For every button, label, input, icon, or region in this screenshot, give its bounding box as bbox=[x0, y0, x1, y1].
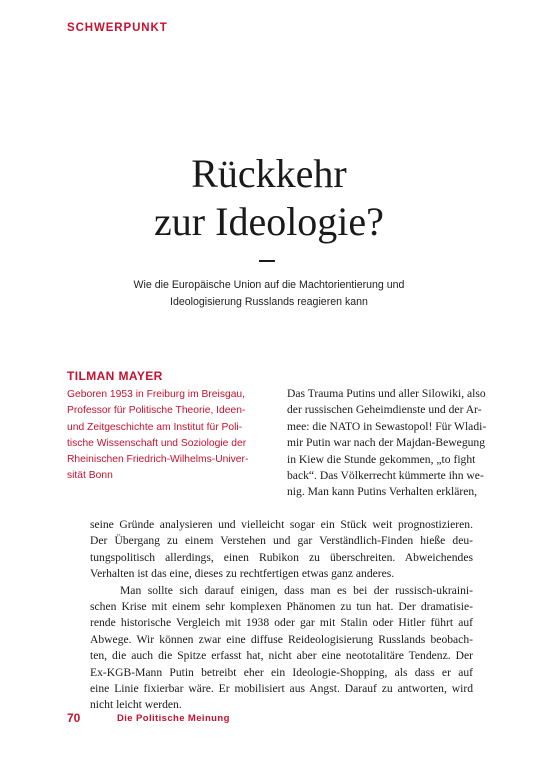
body-line: tungspolitisch allerdings, einen Rubikon zu überschreiten. Abweichendes bbox=[90, 550, 473, 564]
body-line: nig. Man kann Putins Verhalten erklären, bbox=[287, 485, 478, 499]
article-title bbox=[0, 150, 538, 246]
author-bio-line: tische Wissenschaft und Soziologie der bbox=[67, 437, 247, 449]
author-bio-line: Professor für Politische Theorie, Ideen- bbox=[67, 405, 246, 417]
body-line: Das Trauma Putins und aller Silowiki, also bbox=[287, 387, 486, 400]
body-line: Ex-KGB-Mann Putin betreibt eher ein Ideologie-Shopping, als dass er auf bbox=[90, 665, 473, 679]
article-subtitle bbox=[100, 277, 438, 311]
body-line: rende historische Vergleich mit 1938 oder gar mit Stalin oder Hitler führt auf bbox=[90, 616, 473, 630]
author-bio bbox=[67, 387, 267, 485]
author-bio-line: Rheinischen Friedrich-Wilhelms-Univer- bbox=[67, 454, 249, 466]
body-line: Abwege. Wir können zwar eine diffuse Reideologisierung Russlands beobach- bbox=[90, 632, 473, 646]
page-number: 70 bbox=[67, 711, 81, 725]
article-body bbox=[90, 517, 473, 714]
body-line: Verhalten ist das eine, dieses zu rechtfertigen etwas ganz anderes. bbox=[90, 567, 395, 581]
body-line: mee: die NATO in Sewastopol! Für Wladi- bbox=[287, 419, 487, 433]
title-line: zur Ideologie? bbox=[154, 199, 384, 244]
body-line: seine Gründe analysieren und vielleicht sogar ein Stück weit prognostizieren. bbox=[90, 518, 473, 531]
body-line: schen Krise mit einem sehr komplexen Phänomen zu tun hat. Der dramatisie- bbox=[90, 600, 473, 614]
body-line: ten, die auch die Spitze erfasst hat, nicht aber eine neototalitäre Tendenz. Der bbox=[90, 649, 473, 663]
publication-name: Die Politische Meinung bbox=[117, 713, 230, 724]
author-bio-line: und Zeitgeschichte am Institut für Poli- bbox=[67, 421, 243, 433]
subtitle-line: Wie die Europäische Union auf die Machtorientierung und bbox=[133, 279, 405, 291]
body-line: mir Putin war nach der Majdan-Bewegung bbox=[287, 436, 486, 450]
author-name: TILMAN MAYER bbox=[67, 369, 163, 383]
article-body-column bbox=[287, 386, 487, 501]
section-label: SCHWERPUNKT bbox=[67, 22, 168, 34]
body-line: Man sollte sich darauf einigen, dass man es bei der russisch-ukraini- bbox=[120, 583, 473, 597]
author-bio-line: sität Bonn bbox=[67, 470, 113, 482]
body-line: in Kiew die Stunde gekommen, „to fight bbox=[287, 452, 476, 466]
body-line: back“. Das Völkerrecht kümmerte ihn we- bbox=[287, 469, 484, 483]
body-line: Der Übergang zu einem Verstehen und gar Verständlich-Finden hieße deu- bbox=[90, 534, 473, 548]
title-divider bbox=[259, 260, 275, 262]
author-bio-line: Geboren 1953 in Freiburg im Breisgau, bbox=[67, 389, 246, 400]
body-line: der russischen Geheimdienste und der Ar- bbox=[287, 403, 482, 417]
title-line: Rückkehr bbox=[191, 151, 347, 196]
body-line: nicht leicht werden. bbox=[90, 698, 182, 712]
subtitle-line: Ideologisierung Russlands reagieren kann bbox=[170, 296, 368, 308]
body-line: eine Linie fixierbar wäre. Er mobilisiert aus Angst. Darauf zu antworten, wird bbox=[90, 682, 473, 696]
